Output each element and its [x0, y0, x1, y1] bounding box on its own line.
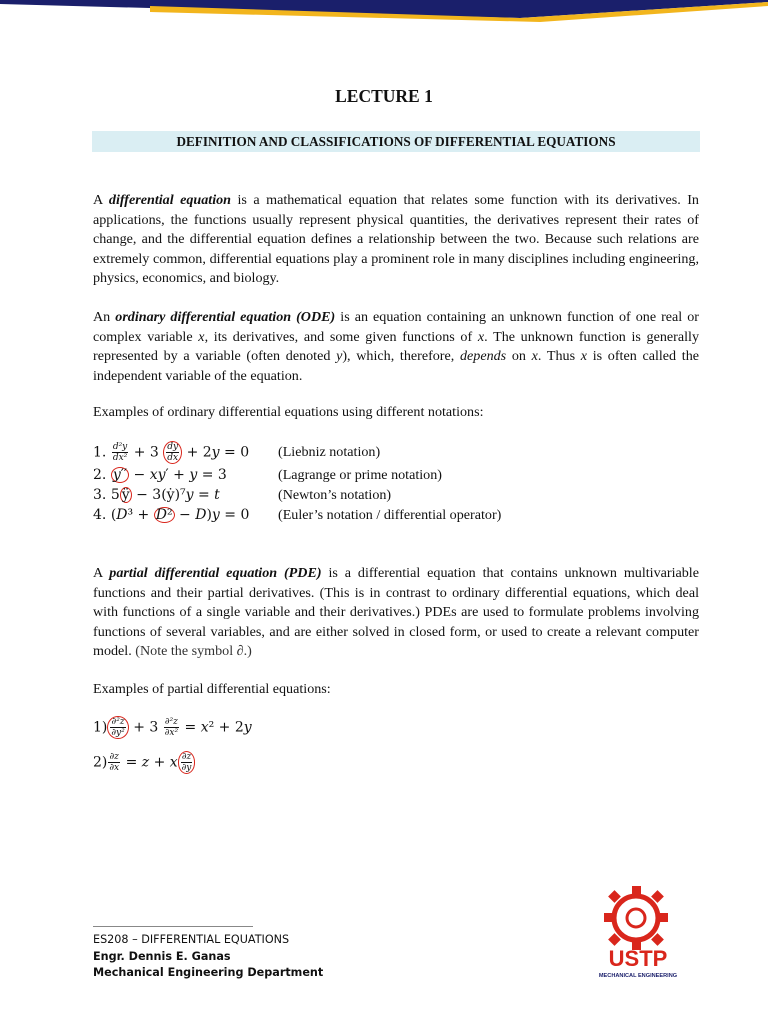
highlight-circle: 𝐷² — [155, 507, 173, 523]
ode-notation-3: (Newton’s notation) — [278, 487, 392, 503]
term-differential-equation: differential equation — [108, 192, 231, 208]
logo-name: USTP — [608, 946, 668, 971]
pde-example-1: 1) $\frac{\text{∂²z}}{\text{∂y²}}$ + 3 $\frac{\text{∂²z}}{\text{∂x²}}$ = 𝑥² + 2𝑦 — [93, 717, 252, 738]
footer-rule — [93, 926, 253, 927]
ode-example-3: 3. 5 ÿ − 3(ẏ)⁷𝑦 = 𝑡 — [93, 487, 220, 503]
section-subtitle: DEFINITION AND CLASSIFICATIONS OF DIFFERENTIAL EQUATIONS — [92, 131, 700, 152]
highlight-circle: ÿ — [121, 487, 130, 503]
highlight-circle: 𝑦′′ — [112, 467, 128, 483]
highlight-circle: $\frac{dy}{dx}$ — [163, 441, 182, 464]
pde-examples-intro: Examples of partial differential equations: — [93, 681, 331, 697]
ode-notation-4: (Euler’s notation / differential operator) — [278, 507, 502, 523]
highlight-circle: $\frac{\partial z}{\partial y}$ — [178, 751, 196, 774]
paragraph-pde: A partial differential equation (PDE) is a differential equation that contains unknown multivariable functions and their partial derivatives. (This is in contrast to ordinary differential equations, which deal with functions of a single variable and their derivatives.) PDEs are used to formulate problems involving functions of several variables, and are either solved in closed form, or used to create a relevant computer model. (Note the symbol ∂.) — [93, 565, 699, 660]
footer-department: Mechanical Engineering Department — [93, 966, 324, 979]
footer-instructor: Engr. Dennis E. Ganas — [93, 949, 231, 963]
paragraph-differential-equation: A differential equation is a mathematical equation that relates some function with its derivatives. In applications, the functions usually represent physical quantities, the derivatives represent their rates of change, and the differential equation defines a relationship between the two. Because such relations are extremely common, differential equations play a prominent role in many disciplines including engineering, physics, economics, and biology. — [93, 192, 699, 287]
ode-example-1: 1. $\frac{\text{d²y}}{\text{dx²}}$ + 3 $\frac{dy}{dx}$ + 2𝑦 = 0 — [93, 442, 250, 463]
footer-course: ES208 – DIFFERENTIAL EQUATIONS — [93, 933, 290, 946]
ode-notation-2: (Lagrange or prime notation) — [278, 467, 442, 483]
lecture-title: LECTURE 1 — [335, 86, 433, 106]
ode-example-2: 2. 𝑦′′ − 𝑥𝑦′ + 𝑦 = 3 — [93, 467, 227, 483]
ode-examples-intro: Examples of ordinary differential equations using different notations: — [93, 404, 484, 420]
highlight-circle: $\frac{\text{∂²z}}{\text{∂y²}}$ — [107, 716, 128, 739]
ustp-logo — [588, 876, 688, 981]
top-banner — [0, 0, 768, 22]
fraction: $\frac{\text{d²y}}{\text{dx²}}$ — [112, 442, 128, 463]
paragraph-ode: An ordinary differential equation (ODE) is an equation containing an unknown function of one real or complex variable x, its derivatives, and some given functions of x. The unknown function is generally represented by a variable (often denoted y), which, therefore, depends on x. Thus x is often called the independent variable of the equation. — [93, 309, 700, 384]
term-ode: ordinary differential equation (ODE) — [115, 309, 336, 325]
fraction: $\frac{\partial z}{\partial x}$ — [109, 752, 120, 773]
term-pde: partial differential equation (PDE) — [109, 565, 322, 581]
footer — [93, 932, 323, 982]
logo-subtitle: MECHANICAL ENGINEERING — [598, 973, 678, 979]
partial-symbol-note: (Note the symbol ∂.) — [135, 643, 252, 660]
ode-example-4: 4. (𝐷³ + 𝐷² − 𝐷)𝑦 = 0 — [93, 507, 250, 523]
ode-notation-1: (Liebniz notation) — [278, 444, 381, 460]
pde-example-2: 2) $\frac{\partial z}{\partial x}$ = 𝑧 + 𝑥 $\frac{\partial z}{\partial y}$ — [93, 751, 195, 774]
fraction: $\frac{\text{∂²z}}{\text{∂x²}}$ — [164, 717, 179, 738]
